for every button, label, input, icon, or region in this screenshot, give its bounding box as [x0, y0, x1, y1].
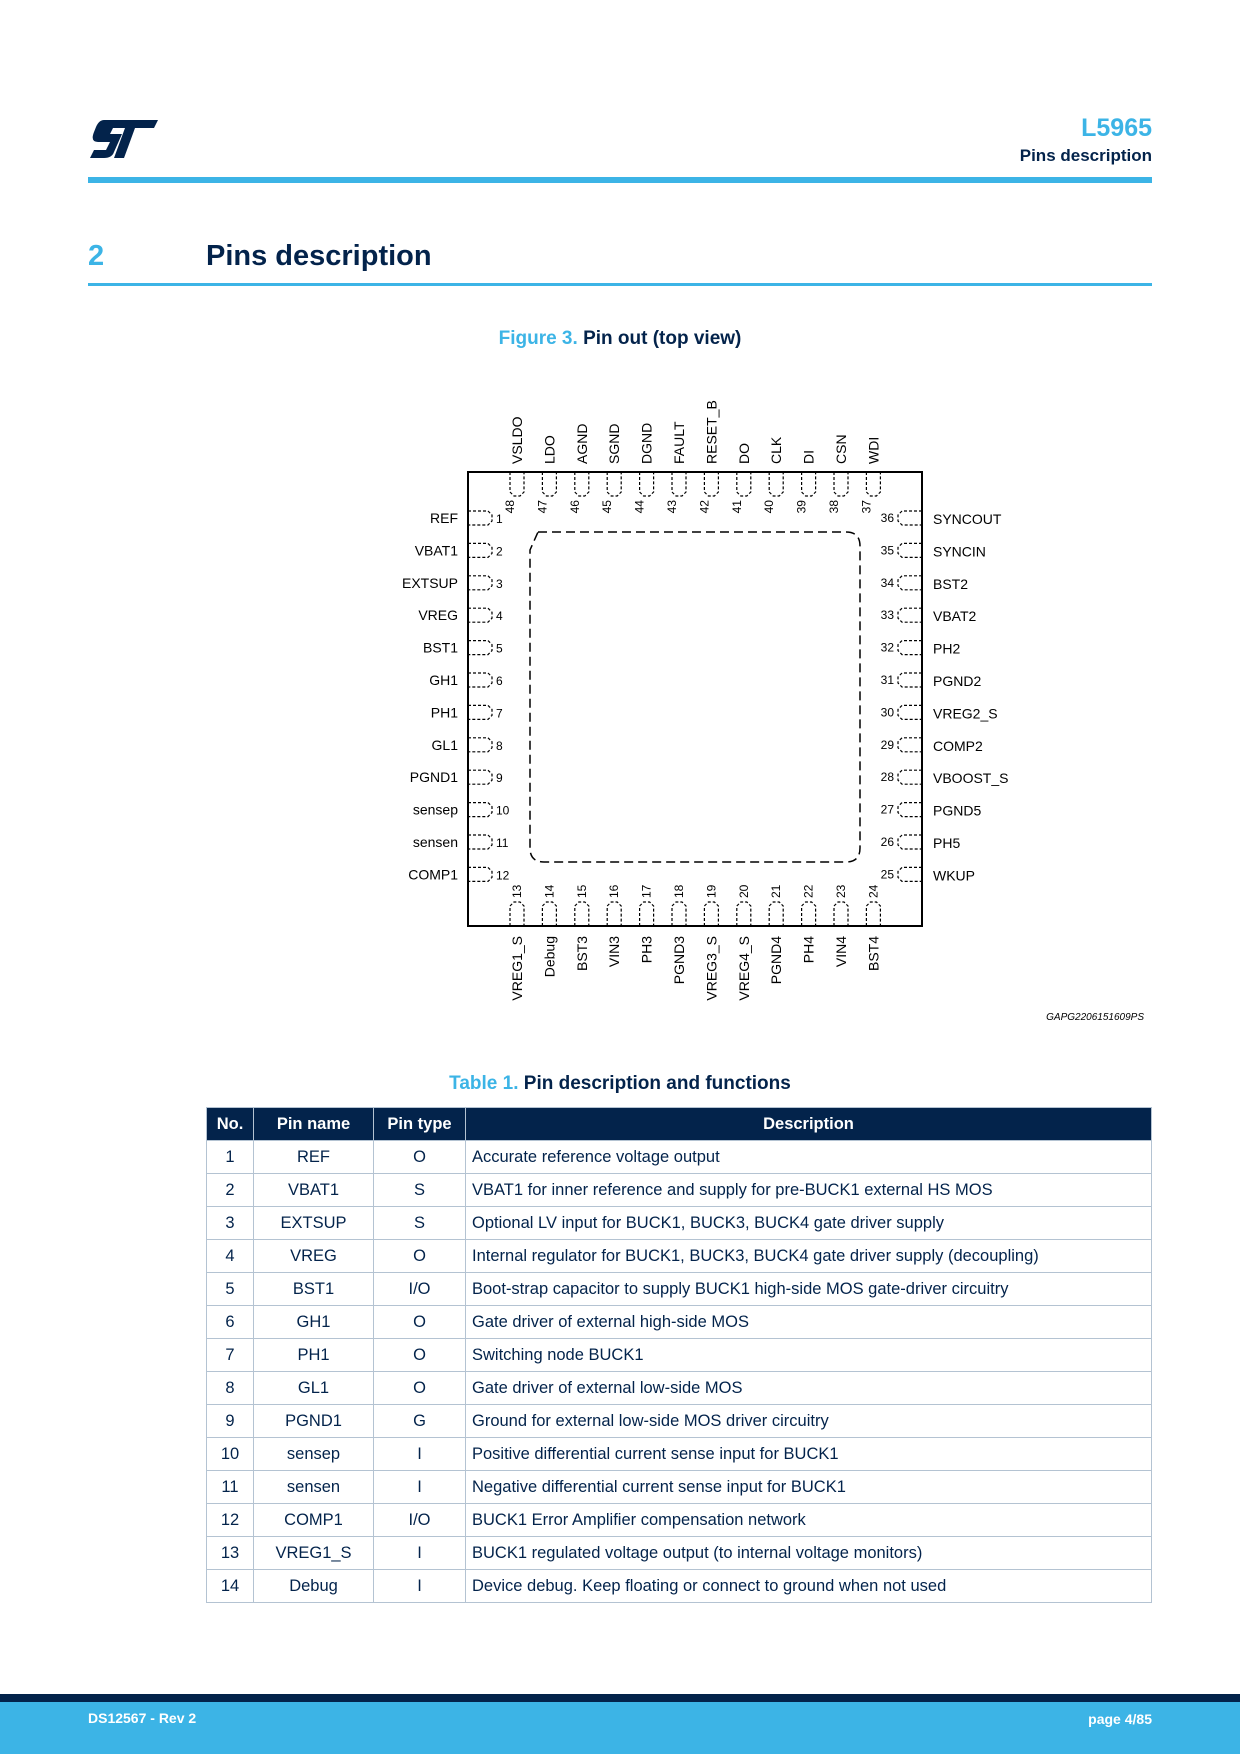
pin-label: SYNCIN	[933, 543, 986, 560]
pin-pad	[510, 902, 524, 926]
cell-description: Optional LV input for BUCK1, BUCK3, BUCK4 gate driver supply	[466, 1207, 1152, 1240]
pin-pad	[640, 902, 654, 926]
pin-number: 5	[496, 641, 503, 656]
cell-no: 13	[207, 1537, 254, 1570]
cell-no: 10	[207, 1438, 254, 1471]
pin-pad	[834, 472, 848, 496]
footer-doc-id: DS12567 - Rev 2	[88, 1710, 197, 1726]
cell-pin-type: S	[374, 1207, 466, 1240]
cell-no: 14	[207, 1570, 254, 1603]
table-row	[207, 1405, 1152, 1438]
pin-label: DO	[735, 443, 752, 464]
pin-number: 20	[736, 884, 751, 898]
pin-pad	[607, 472, 621, 496]
pin-pad	[468, 511, 492, 525]
pin-number: 19	[704, 884, 719, 898]
pin-pad	[834, 902, 848, 926]
pin-label: PH3	[638, 936, 655, 964]
pin-number: 34	[880, 575, 894, 590]
pin-number: 22	[801, 884, 816, 898]
figure-label: Figure 3.	[498, 328, 578, 349]
pin-number: 16	[607, 884, 622, 898]
pin-label: sensen	[412, 834, 458, 850]
pin-label: BST2	[933, 575, 969, 592]
pin-pad	[769, 472, 783, 496]
pin-number: 3	[496, 576, 503, 591]
cell-pin-name: COMP1	[254, 1504, 374, 1537]
pin-label: PGND5	[933, 802, 982, 819]
cell-description: BUCK1 regulated voltage output (to internal voltage monitors)	[466, 1537, 1152, 1570]
cell-pin-name: VREG1_S	[254, 1537, 374, 1570]
pin-pad	[737, 902, 751, 926]
pin-number: 47	[535, 500, 550, 514]
pin-label: PGND2	[933, 673, 982, 689]
table-title: Pin description and functions	[523, 1073, 791, 1094]
cell-pin-name: GL1	[254, 1372, 374, 1405]
pin-number: 27	[880, 802, 894, 817]
pin-label: WKUP	[933, 867, 975, 884]
table-row	[207, 1339, 1152, 1372]
figure-caption	[0, 328, 1240, 350]
pin-pad	[468, 608, 492, 622]
pin-pad	[898, 867, 922, 881]
pin-number: 30	[880, 705, 894, 720]
pin-number: 32	[880, 640, 894, 655]
cell-pin-name: PH1	[254, 1339, 374, 1372]
pin-pad	[769, 902, 783, 926]
pin-pad	[898, 608, 922, 622]
pin-pad	[640, 472, 654, 496]
header-description: Description	[466, 1108, 1152, 1141]
pin-pad	[510, 472, 524, 496]
pin-label: PGND3	[671, 936, 687, 985]
cell-description: Negative differential current sense input for BUCK1	[466, 1471, 1152, 1504]
cell-pin-name: PGND1	[254, 1405, 374, 1438]
cell-description: BUCK1 Error Amplifier compensation network	[466, 1504, 1152, 1537]
table-row	[207, 1438, 1152, 1471]
cell-pin-type: G	[374, 1405, 466, 1438]
table-row	[207, 1504, 1152, 1537]
cell-description: Positive differential current sense input for BUCK1	[466, 1438, 1152, 1471]
pin-number: 21	[769, 884, 784, 898]
pin-label: VIN3	[606, 936, 623, 968]
cell-no: 6	[207, 1306, 254, 1339]
pin-pad	[468, 543, 492, 557]
pin-number: 40	[762, 500, 777, 514]
cell-description: Gate driver of external low-side MOS	[466, 1372, 1152, 1405]
pin-label: CSN	[833, 434, 849, 464]
pin-number: 17	[639, 884, 654, 898]
pin-pad	[704, 472, 718, 496]
pin-number: 24	[866, 884, 881, 898]
pin-number: 33	[880, 608, 894, 623]
cell-pin-type: S	[374, 1174, 466, 1207]
header-no: No.	[207, 1108, 254, 1141]
pin-pad	[468, 867, 492, 881]
pin-number: 45	[600, 500, 615, 514]
pin-number: 43	[665, 500, 679, 514]
pin-number: 8	[496, 738, 503, 753]
pin-pad	[802, 902, 816, 926]
pin-number: 18	[672, 884, 686, 898]
pin-label: BST4	[865, 936, 882, 972]
pin-pad	[898, 705, 922, 719]
pin-number: 1	[496, 512, 503, 526]
cell-no: 11	[207, 1471, 254, 1504]
pin-pad	[802, 472, 816, 496]
figure-code: GAPG2206151609PS	[1046, 1012, 1144, 1023]
cell-pin-type: O	[374, 1240, 466, 1273]
pin-label: EXTSUP	[401, 574, 458, 591]
pin-pad	[468, 641, 492, 655]
pin-description-table	[206, 1107, 1152, 1603]
pin-label: COMP2	[933, 737, 983, 754]
cell-no: 7	[207, 1339, 254, 1372]
pin-label: GL1	[431, 736, 458, 753]
pin-label: GH1	[429, 672, 458, 688]
pin-pad	[898, 511, 922, 525]
pin-label: COMP1	[408, 866, 458, 883]
cell-pin-type: O	[374, 1339, 466, 1372]
pin-label: VSLDO	[509, 416, 525, 464]
section-rule	[88, 283, 1152, 286]
pin-number: 13	[510, 884, 524, 898]
st-logo	[88, 118, 160, 160]
pin-pad	[468, 738, 492, 752]
cell-description: Switching node BUCK1	[466, 1339, 1152, 1372]
pin-number: 48	[503, 500, 517, 514]
cell-pin-name: EXTSUP	[254, 1207, 374, 1240]
pin-number: 2	[496, 544, 503, 559]
pin-number: 29	[880, 737, 894, 752]
pin-label: AGND	[573, 423, 590, 464]
cell-no: 5	[207, 1273, 254, 1306]
cell-pin-name: REF	[254, 1141, 374, 1174]
pin-pad	[898, 576, 922, 590]
table-row	[207, 1471, 1152, 1504]
pin-number: 35	[880, 543, 894, 558]
pin-pad	[575, 902, 589, 926]
pin-number: 36	[880, 511, 894, 525]
pin-number: 7	[496, 706, 503, 721]
pin-number: 46	[567, 500, 582, 514]
pin-label: VIN4	[833, 936, 849, 968]
cell-no: 1	[207, 1141, 254, 1174]
cell-description: VBAT1 for inner reference and supply for pre-BUCK1 external HS MOS	[466, 1174, 1152, 1207]
pin-label: PH2	[933, 640, 961, 657]
section-number: 2	[88, 240, 105, 272]
table-row	[207, 1174, 1152, 1207]
cell-description: Boot-strap capacitor to supply BUCK1 high-side MOS gate-driver circuitry	[466, 1273, 1152, 1306]
pin-label: REF	[430, 510, 458, 526]
cell-pin-type: I/O	[374, 1504, 466, 1537]
pin-label: RESET_B	[703, 400, 720, 464]
table-row	[207, 1273, 1152, 1306]
cell-pin-name: GH1	[254, 1306, 374, 1339]
cell-pin-name: VBAT1	[254, 1174, 374, 1207]
table-row	[207, 1240, 1152, 1273]
cell-description: Ground for external low-side MOS driver circuitry	[466, 1405, 1152, 1438]
figure-title: Pin out (top view)	[583, 328, 742, 349]
pin-number: 23	[834, 884, 848, 898]
cell-pin-type: I	[374, 1570, 466, 1603]
cell-no: 8	[207, 1372, 254, 1405]
header-pin-type: Pin type	[374, 1108, 466, 1141]
cell-no: 12	[207, 1504, 254, 1537]
table-row	[207, 1207, 1152, 1240]
cell-pin-name: sensen	[254, 1471, 374, 1504]
cell-pin-name: sensep	[254, 1438, 374, 1471]
cell-pin-name: Debug	[254, 1570, 374, 1603]
pin-pad	[866, 902, 880, 926]
pin-label: PH5	[933, 835, 961, 851]
cell-pin-type: I/O	[374, 1273, 466, 1306]
cell-description: Accurate reference voltage output	[466, 1141, 1152, 1174]
table-row	[207, 1306, 1152, 1339]
pin-label: BST3	[573, 936, 590, 972]
pin-pad	[542, 472, 556, 496]
pin-label: PH1	[430, 704, 458, 721]
pin-label: LDO	[541, 435, 558, 464]
pin-label: SYNCOUT	[933, 511, 1002, 527]
cell-no: 9	[207, 1405, 254, 1438]
pin-number: 14	[542, 884, 557, 898]
exposed-pad	[530, 532, 860, 862]
pin-label: DGND	[638, 422, 655, 464]
pin-pad	[704, 902, 718, 926]
cell-pin-type: O	[374, 1372, 466, 1405]
document-title: L5965	[1081, 114, 1152, 142]
pin-number: 28	[880, 770, 894, 785]
table-row	[207, 1537, 1152, 1570]
pin-pad	[898, 543, 922, 557]
table-label: Table 1.	[449, 1073, 519, 1094]
pin-number: 15	[574, 884, 589, 898]
pin-label: PGND4	[768, 936, 785, 985]
pin-label: SGND	[606, 423, 623, 464]
pin-label: PGND1	[409, 769, 458, 786]
pin-number: 12	[496, 868, 510, 883]
pin-pad	[866, 472, 880, 496]
pin-number: 26	[880, 835, 894, 849]
section-title: Pins description	[206, 240, 432, 272]
cell-pin-name: BST1	[254, 1273, 374, 1306]
table-caption	[0, 1073, 1240, 1095]
pin-pad	[898, 835, 922, 849]
pin-number: 37	[859, 500, 874, 514]
pin-label: CLK	[768, 436, 785, 464]
pin-pad	[672, 472, 686, 496]
pin-label: PH4	[800, 936, 817, 964]
header-rule	[88, 177, 1152, 183]
pin-number: 9	[496, 771, 503, 786]
pin-pad	[575, 472, 589, 496]
pin-pad	[468, 770, 492, 784]
pin-label: VREG2_S	[933, 705, 998, 722]
pin-number: 38	[827, 500, 841, 514]
cell-no: 4	[207, 1240, 254, 1273]
pin-number: 44	[632, 500, 647, 514]
pin-number: 31	[880, 673, 894, 687]
cell-description: Device debug. Keep floating or connect to ground when not used	[466, 1570, 1152, 1603]
package-outline	[468, 472, 922, 926]
pin-pad	[607, 902, 621, 926]
pin-pad	[898, 641, 922, 655]
pin-pad	[468, 835, 492, 849]
pin-pad	[898, 673, 922, 687]
cell-no: 3	[207, 1207, 254, 1240]
cell-description: Gate driver of external high-side MOS	[466, 1306, 1152, 1339]
cell-pin-type: O	[374, 1306, 466, 1339]
pin-label: Debug	[541, 936, 558, 978]
cell-pin-type: I	[374, 1537, 466, 1570]
cell-no: 2	[207, 1174, 254, 1207]
pin-pad	[898, 803, 922, 817]
header-pin-name: Pin name	[254, 1108, 374, 1141]
pinout-diagram	[360, 390, 1020, 1010]
pin-number: 41	[729, 500, 744, 514]
pin-label: VREG1_S	[509, 936, 525, 1001]
pin-pad	[468, 705, 492, 719]
cell-pin-name: VREG	[254, 1240, 374, 1273]
pin-pad	[468, 803, 492, 817]
table-row	[207, 1141, 1152, 1174]
footer-page-number: page 4/85	[1088, 1711, 1152, 1727]
pin-number: 10	[496, 803, 510, 818]
table-row	[207, 1372, 1152, 1405]
pin-number: 25	[880, 867, 894, 882]
cell-pin-type: O	[374, 1141, 466, 1174]
pin-label: VBOOST_S	[933, 770, 1009, 787]
pin-pad	[737, 472, 751, 496]
pin-label: DI	[800, 450, 817, 464]
cell-pin-type: I	[374, 1471, 466, 1504]
pin-label: VREG4_S	[735, 936, 752, 1001]
pin-label: WDI	[865, 436, 882, 464]
pin-number: 39	[794, 500, 809, 514]
pin-label: VREG	[418, 607, 458, 624]
pin-pad	[542, 902, 556, 926]
pin-pad	[672, 902, 686, 926]
cell-pin-type: I	[374, 1438, 466, 1471]
pin-number: 11	[496, 836, 509, 850]
document-subtitle: Pins description	[1019, 146, 1152, 165]
pin-number: 6	[496, 674, 503, 688]
pin-pad	[468, 673, 492, 687]
footer-rule	[0, 1694, 1240, 1702]
pin-label: VBAT2	[933, 608, 977, 625]
pin-number: 42	[697, 500, 712, 514]
pin-pad	[898, 738, 922, 752]
cell-description: Internal regulator for BUCK1, BUCK3, BUCK4 gate driver supply (decoupling)	[466, 1240, 1152, 1273]
pin-number: 4	[496, 609, 503, 624]
pin-label: sensep	[412, 801, 458, 818]
table-row	[207, 1570, 1152, 1603]
pin-label: FAULT	[671, 421, 687, 464]
pin-label: BST1	[422, 639, 458, 656]
pin-pad	[898, 770, 922, 784]
table-header-row	[207, 1108, 1152, 1141]
pin-label: VBAT1	[414, 542, 458, 559]
pin-label: VREG3_S	[703, 936, 720, 1001]
pin-pad	[468, 576, 492, 590]
